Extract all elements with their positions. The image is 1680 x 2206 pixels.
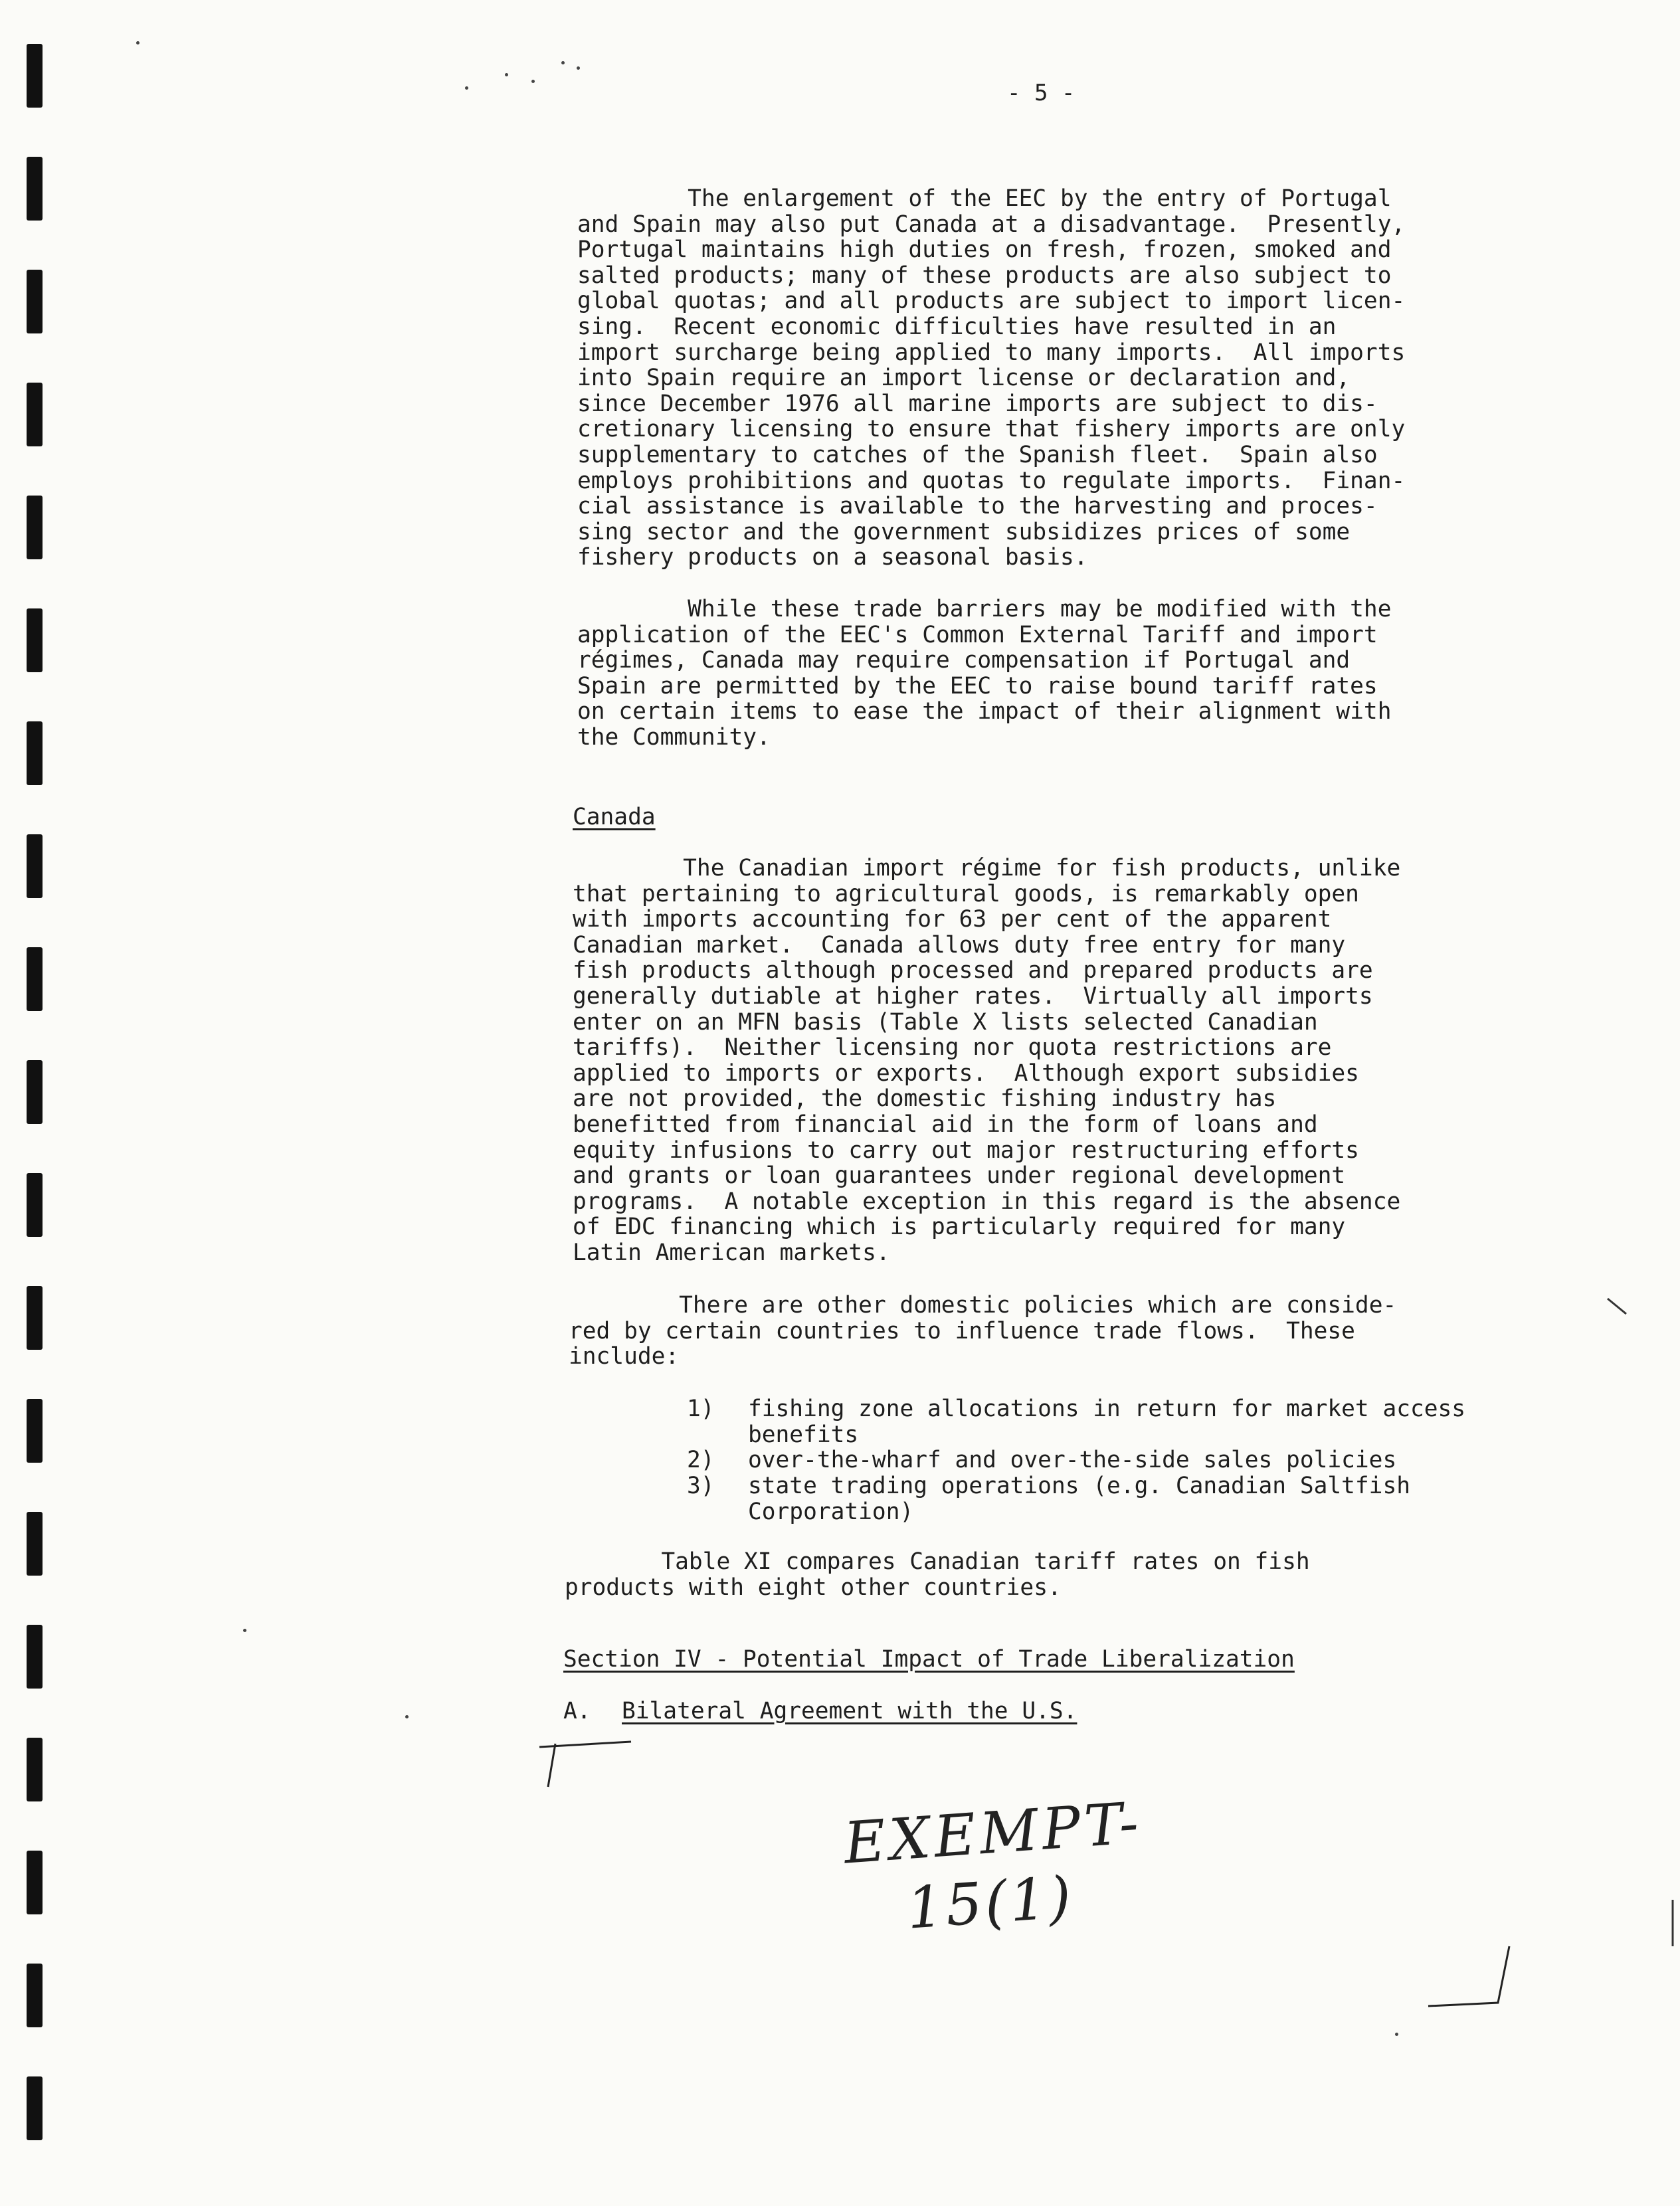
handwritten-exempt-note: EXEMPT- (842, 1790, 1145, 1877)
paragraph-eec-enlargement: The enlargement of the EEC by the entry of Portugal and Spain may also put Canada at a disadvantage. Presently, Portugal maintains high duties on fresh, frozen, smoked and salted products; many of these products are also subject to global quotas; and all products are subject to import licen- sing. Recent economic difficulties have resulted in an import surcharge being applied to many imports. All imports into Spain require an import license or declaration and, since December 1976 all marine imports are subject to dis- cretionary licensing to ensure that fishery imports are only supplementary to catches of the Spanish fleet. Spain also employs prohibitions and quotas to regulate imports. Finan- cial assistance is available to the harvesting and proces- sing sector and the government subsidizes prices of some fishery products on a seasonal basis. (577, 185, 1406, 571)
paragraph-domestic-policies: There are other domestic policies which are conside- red by certain countries to influence trade flows. These include: (569, 1292, 1397, 1370)
heading-canada: Canada (573, 804, 656, 830)
paragraph-table-xi: Table XI compares Canadian tariff rates on fish products with eight other countries. (565, 1548, 1310, 1601)
paragraph-trade-barriers: While these trade barriers may be modified with the application of the EEC's Common External Tariff and import régimes, Canada may require compensation if Portugal and Spain are permitted by the EEC to raise bound tariff rates on certain items to ease the impact of their alignment with the Community. (577, 596, 1392, 751)
paragraph-canadian-import-regime: The Canadian import régime for fish products, unlike that pertaining to agricultural goods, is remarkably open with imports accounting for 63 per cent of the apparent Canadian market. Canada allows duty free entry for many fish products although processed and prepared products are generally dutiable at higher rates. Virtually all imports enter on an MFN basis (Table X lists selected Canadian tariffs). Neither licensing nor quota restrictions are applied to imports or exports. Although export subsidies are not provided, the domestic fishing industry has benefitted from financial aid in the form of loans and equity infusions to carry out major restructuring efforts and grants or loan guarantees under regional development programs. A notable exception in this regard is the absence of EDC financing which is particularly required for many Latin American markets. (573, 855, 1401, 1266)
subsection-a-letter: A. (563, 1698, 591, 1724)
page-number: - 5 - (1007, 80, 1075, 106)
handwritten-section-note: 15(1) (904, 1864, 1076, 1942)
heading-section-iv: Section IV - Potential Impact of Trade Liberalization (563, 1646, 1295, 1673)
heading-bilateral-agreement: Bilateral Agreement with the U.S. (622, 1698, 1077, 1724)
